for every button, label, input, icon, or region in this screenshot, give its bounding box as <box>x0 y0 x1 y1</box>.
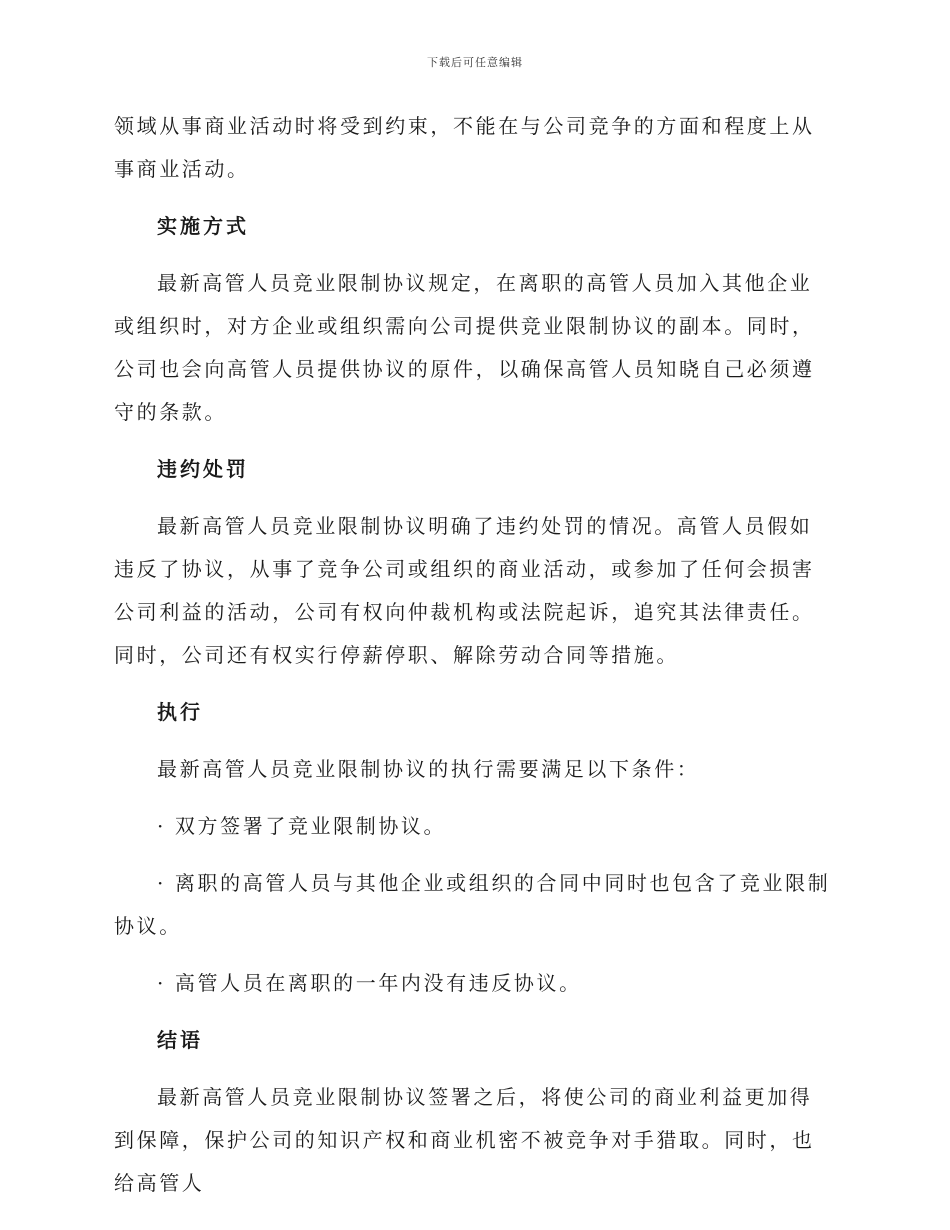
list-item: · 高管人员在离职的一年内没有违反协议。 <box>157 971 582 995</box>
section-heading-penalty: 违约处罚 <box>157 457 249 481</box>
list-item: · 双方签署了竞业限制协议。 <box>157 814 447 838</box>
document-body <box>114 105 834 1219</box>
section-body-execution: 最新高管人员竞业限制协议的执行需要满足以下条件： <box>157 757 700 781</box>
section-body-penalty: 最新高管人员竞业限制协议明确了违约处罚的情况。高管人员假如违反了协议，从事了竞争公司或组织的商业活动，或参加了任何会损害公司利益的活动，公司有权向仲裁机构或法院起诉，追究其法律责任。同时，公司还有权实行停薪停职、解除劳动合同等措施。 <box>114 514 815 667</box>
section-heading-conclusion: 结语 <box>157 1028 203 1052</box>
intro-continuation-paragraph: 领域从事商业活动时将受到约束，不能在与公司竞争的方面和程度上从事商业活动。 <box>114 114 815 181</box>
page-header: 下载后可任意编辑 <box>427 56 523 69</box>
section-heading-implementation: 实施方式 <box>157 214 249 238</box>
list-item: · 离职的高管人员与其他企业或组织的合同中同时也包含了竞业限制协议。 <box>114 871 831 938</box>
section-heading-execution: 执行 <box>157 700 203 724</box>
section-body-implementation: 最新高管人员竞业限制协议规定，在离职的高管人员加入其他企业或组织时，对方企业或组织需向公司提供竞业限制协议的副本。同时，公司也会向高管人员提供协议的原件，以确保高管人员知晓自己必须遵守的条款。 <box>114 271 815 424</box>
section-body-conclusion: 最新高管人员竞业限制协议签署之后，将使公司的商业利益更加得到保障，保护公司的知识产权和商业机密不被竞争对手猎取。同时，也给高管人 <box>114 1085 815 1195</box>
